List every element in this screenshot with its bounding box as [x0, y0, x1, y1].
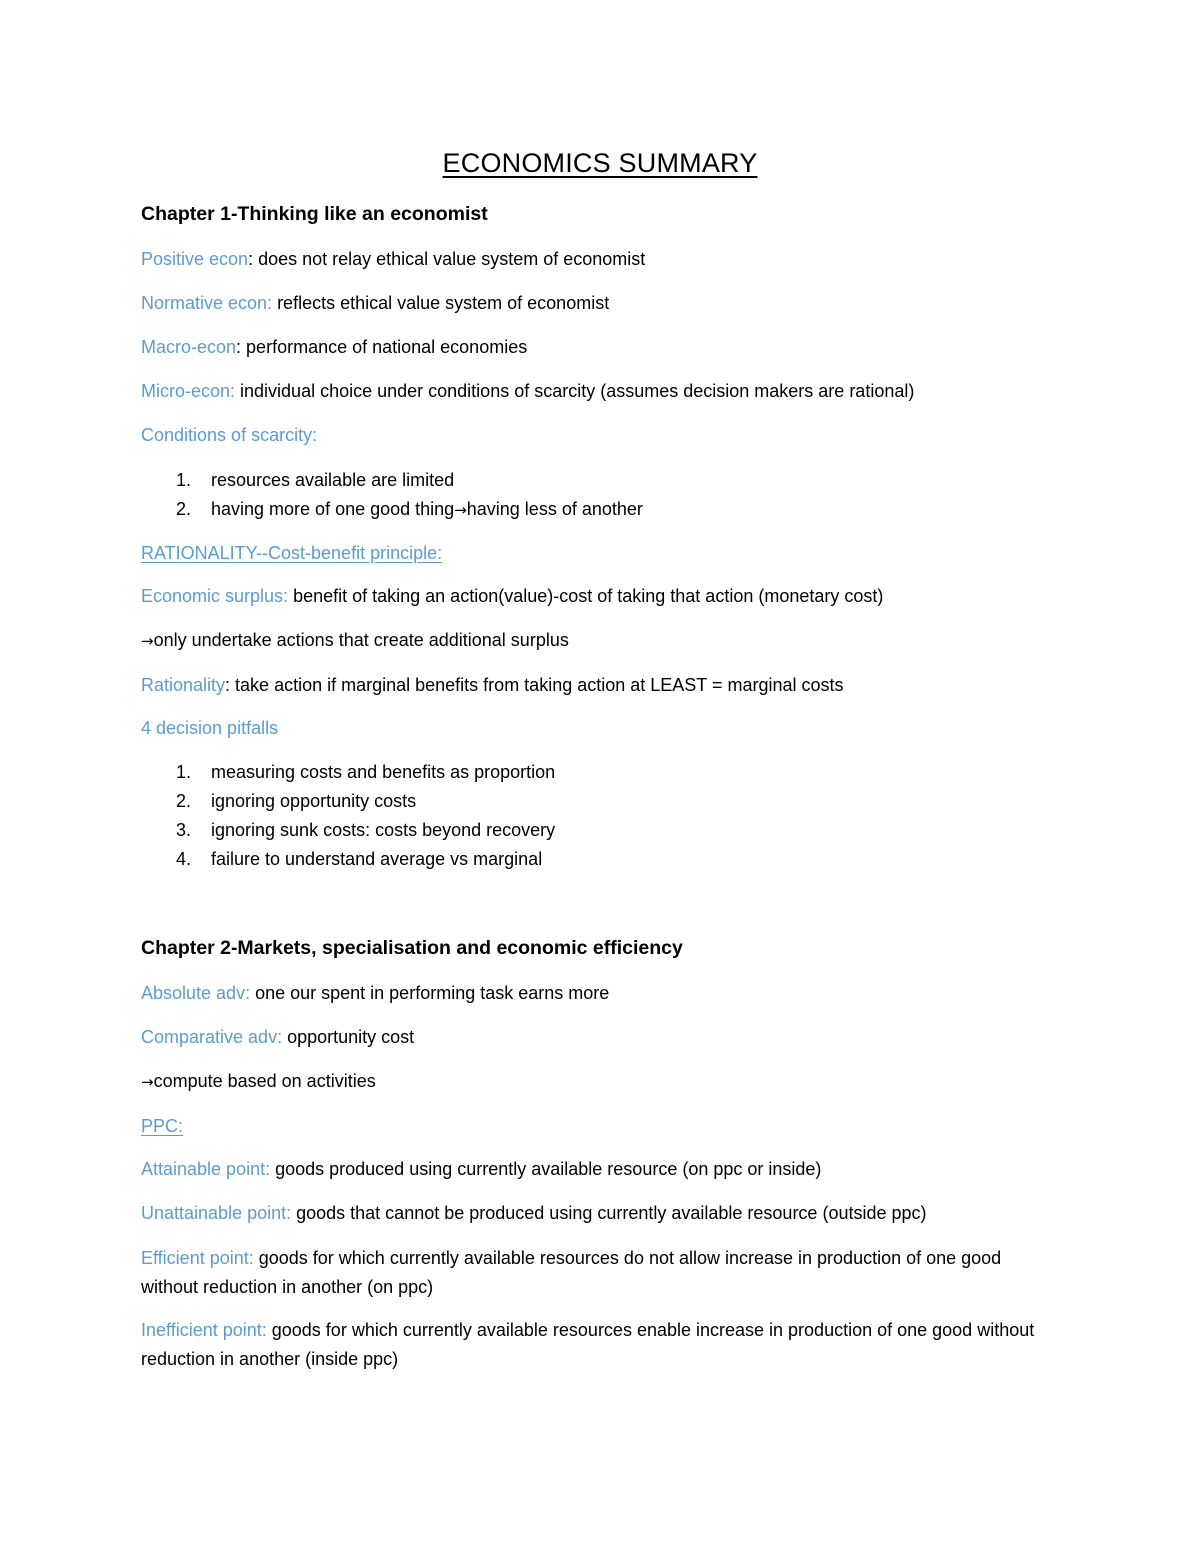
positive-econ-definition — [141, 245, 1061, 274]
absolute-adv-definition — [141, 979, 1061, 1008]
document-title: ECONOMICS SUMMARY — [442, 148, 758, 178]
comparative-adv-text: opportunity cost — [282, 1027, 415, 1047]
list-item-text: ignoring sunk costs: costs beyond recovery — [211, 820, 556, 840]
list-item-text: having less of another — [466, 499, 643, 519]
unattainable-point-definition — [141, 1199, 1061, 1228]
right-arrow-icon: → — [454, 501, 467, 519]
list-number: 2. — [176, 791, 192, 811]
normative-econ-definition — [141, 289, 1061, 318]
list-number: 1. — [176, 470, 192, 490]
inefficient-point-definition — [141, 1316, 1056, 1373]
inefficient-point-text: goods for which currently available resources enable increase in production of one good without reduction in another (inside ppc) — [141, 1320, 1035, 1369]
list-number: 1. — [176, 762, 192, 782]
list-item-text: failure to understand average vs marginal — [211, 849, 543, 869]
list-item — [141, 787, 555, 816]
list-item — [141, 758, 555, 787]
ppc-section-link-wrap — [141, 1112, 1061, 1141]
normative-econ-text: reflects ethical value system of economist — [272, 293, 610, 313]
efficient-point-term: Efficient point: — [141, 1248, 254, 1268]
pitfalls-list — [141, 758, 555, 874]
unattainable-point-text: goods that cannot be produced using currently available resource (outside ppc) — [291, 1203, 927, 1223]
inefficient-point-term: Inefficient point: — [141, 1320, 267, 1340]
compute-note-text: compute based on activities — [153, 1071, 376, 1091]
attainable-point-definition — [141, 1155, 1061, 1184]
list-item-text: ignoring opportunity costs — [211, 791, 417, 811]
rationality-definition — [141, 671, 1061, 700]
economic-surplus-term: Economic surplus: — [141, 586, 289, 606]
right-arrow-icon: → — [141, 1073, 154, 1091]
positive-econ-text: : does not relay ethical value system of economist — [248, 249, 646, 269]
chapter-2-heading: Chapter 2-Markets, specialisation and economic efficiency — [141, 937, 683, 959]
absolute-adv-term: Absolute adv: — [141, 983, 251, 1003]
attainable-point-term: Attainable point: — [141, 1159, 271, 1179]
list-item-text: resources available are limited — [211, 470, 455, 490]
economic-surplus-definition — [141, 582, 1061, 611]
scarcity-heading: Conditions of scarcity: — [141, 425, 318, 445]
absolute-adv-text: one our spent in performing task earns more — [250, 983, 610, 1003]
economic-surplus-text: benefit of taking an action(value)-cost of taking that action (monetary cost) — [288, 586, 884, 606]
rationality-section-link-wrap — [141, 539, 1061, 568]
list-item — [141, 816, 555, 845]
scarcity-list — [141, 466, 643, 525]
list-item — [141, 466, 643, 495]
efficient-point-definition — [141, 1244, 1056, 1301]
macro-econ-term: Macro-econ — [141, 337, 237, 357]
list-number: 4. — [176, 849, 192, 869]
unattainable-point-term: Unattainable point: — [141, 1203, 292, 1223]
list-item — [141, 495, 643, 525]
rationality-section-link[interactable]: RATIONALITY--Cost-benefit principle: — [141, 543, 443, 563]
micro-econ-text: individual choice under conditions of scarcity (assumes decision makers are rational) — [235, 381, 915, 401]
micro-econ-term: Micro-econ: — [141, 381, 236, 401]
list-item-text: having more of one good thing — [211, 499, 455, 519]
comparative-adv-definition — [141, 1023, 1061, 1052]
list-number: 3. — [176, 820, 192, 840]
attainable-point-text: goods produced using currently available resource (on ppc or inside) — [270, 1159, 822, 1179]
list-number: 2. — [176, 499, 192, 519]
rationality-term: Rationality — [141, 675, 226, 695]
list-item — [141, 845, 555, 874]
surplus-note — [141, 626, 1061, 656]
micro-econ-definition — [141, 377, 1061, 406]
comparative-adv-term: Comparative adv: — [141, 1027, 283, 1047]
macro-econ-definition — [141, 333, 1061, 362]
surplus-note-text: only undertake actions that create additional surplus — [153, 630, 569, 650]
chapter-1-heading: Chapter 1-Thinking like an economist — [141, 203, 488, 225]
rationality-text: : take action if marginal benefits from taking action at LEAST = marginal costs — [225, 675, 844, 695]
positive-econ-term: Positive econ — [141, 249, 249, 269]
ppc-section-link[interactable]: PPC: — [141, 1116, 184, 1136]
compute-note — [141, 1067, 1061, 1097]
list-item-text: measuring costs and benefits as proportion — [211, 762, 556, 782]
normative-econ-term: Normative econ: — [141, 293, 273, 313]
right-arrow-icon: → — [141, 632, 154, 650]
pitfalls-heading: 4 decision pitfalls — [141, 718, 279, 738]
efficient-point-text: goods for which currently available resources do not allow increase in production of one good without reduction in another (on ppc) — [141, 1248, 1002, 1297]
macro-econ-text: : performance of national economies — [236, 337, 528, 357]
